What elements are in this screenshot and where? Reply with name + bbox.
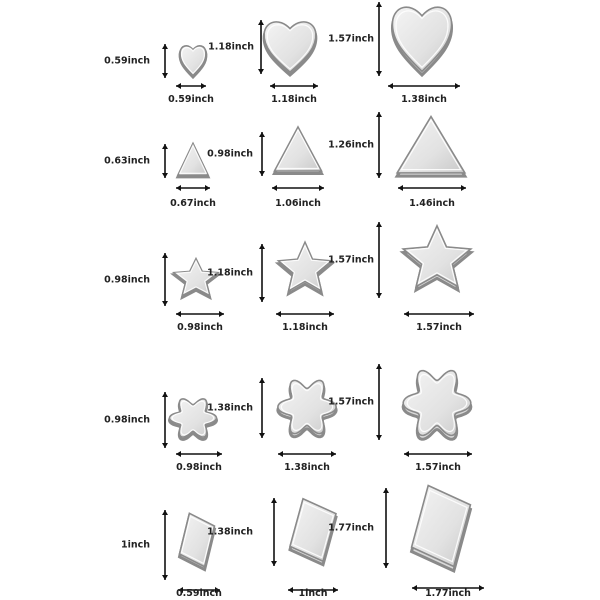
height-label: 1inch [120,539,150,551]
height-label: 1.77inch [328,522,374,534]
height-label: 0.59inch [104,55,150,67]
heart-cutter-1-3 [390,1,454,75]
width-label: 1inch [298,588,328,599]
width-arrow [267,183,329,193]
diamond-cutter-5-3 [409,482,473,570]
height-label: 1.38inch [207,526,253,538]
height-arrow [160,248,170,311]
triangle-cutter-2-1 [177,142,209,178]
width-label: 0.59inch [168,94,214,105]
height-arrow [160,139,170,183]
width-arrow [171,309,229,319]
triangle-cutter-2-2 [273,125,323,175]
height-label: 0.63inch [104,155,150,167]
width-label: 0.59inch [176,588,222,599]
flower-cutter-4-3 [401,364,473,442]
width-arrow [271,309,339,319]
width-arrow [171,183,215,193]
height-label: 1.57inch [328,396,374,408]
height-arrow [256,15,266,79]
width-label: 1.57inch [415,462,461,473]
height-arrow [374,359,384,445]
triangle-cutter-2-3 [395,114,467,178]
width-label: 0.98inch [176,462,222,473]
height-label: 1.57inch [328,33,374,45]
width-arrow [171,81,211,91]
width-label: 1.38inch [284,462,330,473]
diamond-cutter-5-1 [178,511,216,569]
star-cutter-3-2 [276,240,334,296]
height-arrow [374,0,384,81]
height-arrow [381,483,391,573]
width-label: 0.98inch [177,322,223,333]
height-arrow [374,217,384,303]
height-label: 1.38inch [207,402,253,414]
width-arrow [383,81,465,91]
height-arrow [257,127,267,181]
height-label: 0.98inch [104,273,150,285]
width-arrow [265,81,323,91]
heart-cutter-1-2 [262,17,318,75]
width-label: 1.77inch [425,588,471,599]
heart-cutter-1-1 [179,43,207,77]
width-label: 1.06inch [275,198,321,209]
width-arrow [273,449,341,459]
height-arrow [257,239,267,307]
width-label: 1.57inch [416,322,462,333]
width-label: 1.38inch [401,94,447,105]
star-cutter-3-3 [400,223,474,293]
width-label: 1.18inch [271,94,317,105]
height-arrow [160,387,170,453]
height-label: 1.18inch [208,41,254,53]
width-arrow [399,309,479,319]
width-arrow [393,183,471,193]
height-label: 1.57inch [328,254,374,266]
height-label: 1.26inch [328,139,374,151]
height-arrow [160,39,170,83]
height-label: 0.98inch [207,148,253,160]
height-label: 1.18inch [207,267,253,279]
width-arrow [171,449,227,459]
height-arrow [269,493,279,571]
height-arrow [160,505,170,585]
width-arrow [399,449,477,459]
width-label: 0.67inch [170,198,216,209]
width-label: 1.46inch [409,198,455,209]
height-arrow [374,107,384,183]
height-arrow [257,373,267,443]
width-label: 1.18inch [282,322,328,333]
height-label: 0.98inch [104,414,150,426]
